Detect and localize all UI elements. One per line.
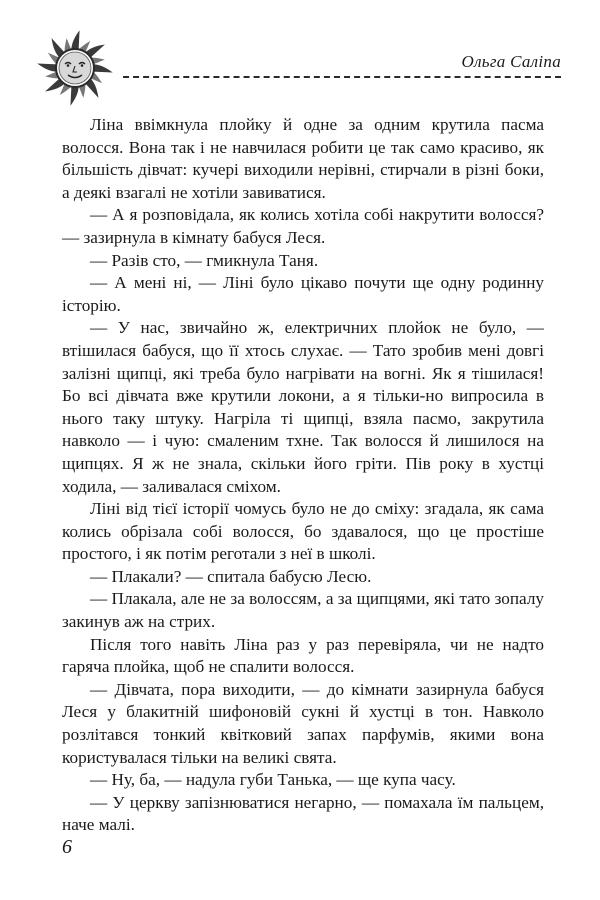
paragraph: — Разів сто, — гмикнула Таня. (90, 250, 319, 270)
page-header (35, 28, 565, 108)
paragraph: Після того навіть Ліна раз у раз перевіряла, чи не надто гаряча плойка, щоб не спалити волосся. (62, 634, 544, 677)
sun-ray (93, 64, 113, 72)
sun-ray (71, 30, 79, 50)
paragraph: — У церкву запізнюватися негарно, — помахала їм пальцем, наче малі. (62, 792, 544, 835)
paragraph: Ліні від тієї історії чомусь було не до сміху: згадала, як сама колись обрізала собі волосся, бо здавалося, що це простіше простого, і як потім реготали з неї в школі. (62, 499, 544, 564)
paragraph: — А я розповідала, як колись хотіла собі накрутити волосся? — зазирнула в кімнату бабуся Леся. (62, 205, 544, 247)
paragraph: — Ну, ба, — надула губи Танька, — ще купа часу. (90, 770, 456, 790)
header-divider (123, 76, 561, 78)
sun-ray (70, 86, 78, 106)
author-name: Ольга Саліпа (461, 52, 561, 71)
paragraph: — Плакали? — спитала бабусю Лесю. (90, 566, 372, 586)
paragraph: — А мені ні, — Ліні було цікаво почути ще одну родинну історію. (62, 273, 544, 315)
paragraph: Ліна ввімкнула плойку й одне за одним крутила пасма волосся. Вона так і не навчилася робити це так само красиво, як більшість дівчат: кучері виходили нерівні, стирчали в різні боки, а деякі взагалі не хотіли завиватися. (62, 115, 544, 202)
paragraph: — У нас, звичайно ж, електричних плойок не було, — втішилася бабуся, що її хтось слухає. — Тато зробив мені довгі залізні щипці, які треба було нагрівати на вогні. Як я тішилася! Бо всі дівчата вже крутили локони, а я тільки-но випросила в нього таку штуку. Нагріла ті щипці, взяла пасмо, закрутила навколо — і чую: смаленим тхне. Так волосся й лишилося на щипцях. Я ж не знала, скільки його гріти. Пів року в хустці ходила, — заливалася сміхом. (62, 318, 544, 496)
paragraph: — Дівчата, пора виходити, — до кімнати зазирнула бабуся Леся у блакитній шифоновій сукні й хустці в тон. Навколо розлітався тонкий квітковий запах парфумів, якими вона користувалася тільки на великі свята. (62, 679, 544, 767)
paragraph: — Плакала, але не за волоссям, а за щипцями, які тато зопалу закинув аж на стрих. (62, 589, 544, 632)
body-text (62, 114, 544, 837)
sun-face-icon (35, 28, 115, 108)
sun-ray (37, 63, 57, 71)
page-number: 6 (62, 836, 72, 858)
